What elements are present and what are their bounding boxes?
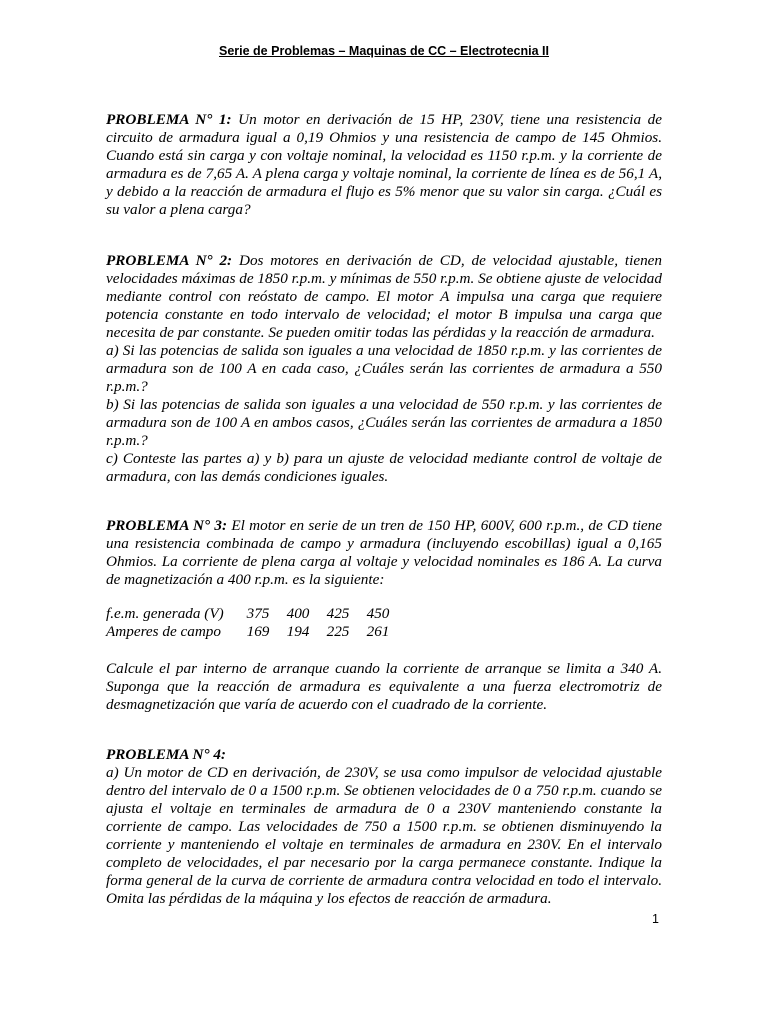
- problem-2: [106, 252, 662, 486]
- table-cell: 425: [326, 605, 350, 622]
- table-cell: 194: [286, 623, 310, 640]
- table-cell: 261: [366, 623, 390, 640]
- table-row-field-amps: [106, 623, 662, 641]
- problem-2-text: Dos motores en derivación de CD, de velocidad ajustable, tienen velocidades máximas de 1850 r.p.m. y mínimas de 550 r.p.m. Se obtiene ajuste de velocidad mediante control con reóstato de campo. El motor A impulsa una carga que requiere potencia constante en todo intervalo de velocidad; el motor B impulsa una carga que necesita de par constante. Se pueden omitir todas las pérdidas y la reacción de armadura.: [106, 252, 662, 341]
- problem-1-paragraph: [106, 111, 662, 219]
- table-row-label: Amperes de campo: [106, 623, 221, 640]
- problem-4-text: a) Un motor de CD en derivación, de 230V, se usa como impulsor de velocidad ajustable dentro del intervalo de 0 a 1500 r.p.m. Se obtienen velocidades de 0 a 750 r.p.m. cuando se ajusta el voltaje en terminales de armadura de 0 a 230V manteniendo constante la corriente de campo. Las velocidades de 750 a 1500 r.p.m. se obtienen disminuyendo la corriente y manteniendo el voltaje en terminales de armadura en 230V. En el intervalo completo de velocidades, el par necesario por la carga permanece constante. Indique la forma general de la curva de corriente de armadura contra velocidad en todo el intervalo. Omita las pérdidas de la máquina y los efectos de reacción de armadura.: [106, 764, 662, 907]
- problem-1-label: PROBLEMA N° 1:: [106, 111, 232, 128]
- problem-4-label: PROBLEMA N° 4:: [106, 746, 226, 763]
- problem-4: [106, 746, 662, 908]
- problem-2-part-c: c) Conteste las partes a) y b) para un ajuste de velocidad mediante control de voltaje de armadura, con las demás condiciones iguales.: [106, 450, 662, 485]
- problem-3-continuation: [106, 660, 662, 714]
- table-cell: 169: [246, 623, 270, 640]
- problem-3-after-text: Calcule el par interno de arranque cuando la corriente de arranque se limita a 340 A. Suponga que la reacción de armadura es equivalente a una fuerza electromotriz de desmagnetización que varía de acuerdo con el cuadrado de la corriente.: [106, 660, 662, 713]
- table-cell: 225: [326, 623, 350, 640]
- problem-2-part-a: a) Si las potencias de salida son iguales a una velocidad de 1850 r.p.m. y las corrientes de armadura son de 100 A en cada caso, ¿Cuáles serán las corrientes de armadura a 550 r.p.m.?: [106, 342, 662, 395]
- problem-2-paragraph: [106, 252, 662, 342]
- page-number: 1: [652, 912, 659, 926]
- problem-3-paragraph: [106, 517, 662, 589]
- table-cell: 400: [286, 605, 310, 622]
- problem-3: [106, 517, 662, 589]
- magnetization-table: [106, 605, 662, 641]
- problem-2-label: PROBLEMA N° 2:: [106, 252, 233, 269]
- table-cell: 450: [366, 605, 390, 622]
- document-title: Serie de Problemas – Maquinas de CC – Electrotecnia II: [219, 44, 549, 58]
- problem-1-text: Un motor en derivación de 15 HP, 230V, tiene una resistencia de circuito de armadura igual a 0,19 Ohmios y una resistencia de campo de 145 Ohmios. Cuando está sin carga y con voltaje nominal, la velocidad es 1150 r.p.m. y la corriente de armadura es de 7,65 A. A plena carga y voltaje nominal, la corriente de línea es de 56,1 A, y debido a la reacción de armadura el flujo es 5% menor que su valor sin carga. ¿Cuál es su valor a plena carga?: [106, 111, 662, 218]
- problem-3-text: El motor en serie de un tren de 150 HP, 600V, 600 r.p.m., de CD tiene una resistencia combinada de campo y armadura (incluyendo escobillas) igual a 0,165 Ohmios. La corriente de plena carga al voltaje y velocidad nominales es 186 A. La curva de magnetización a 400 r.p.m. es la siguiente:: [106, 517, 662, 588]
- table-row-emf: [106, 605, 662, 623]
- problem-3-label: PROBLEMA N° 3:: [106, 517, 228, 534]
- table-cell: 375: [246, 605, 270, 622]
- table-row-label: f.e.m. generada (V): [106, 605, 224, 622]
- problem-2-part-b: b) Si las potencias de salida son iguales a una velocidad de 550 r.p.m. y las corrientes de armadura son de 100 A en ambos casos, ¿Cuáles serán las corrientes de armadura a 1850 r.p.m.?: [106, 396, 662, 449]
- problem-1: [106, 111, 662, 219]
